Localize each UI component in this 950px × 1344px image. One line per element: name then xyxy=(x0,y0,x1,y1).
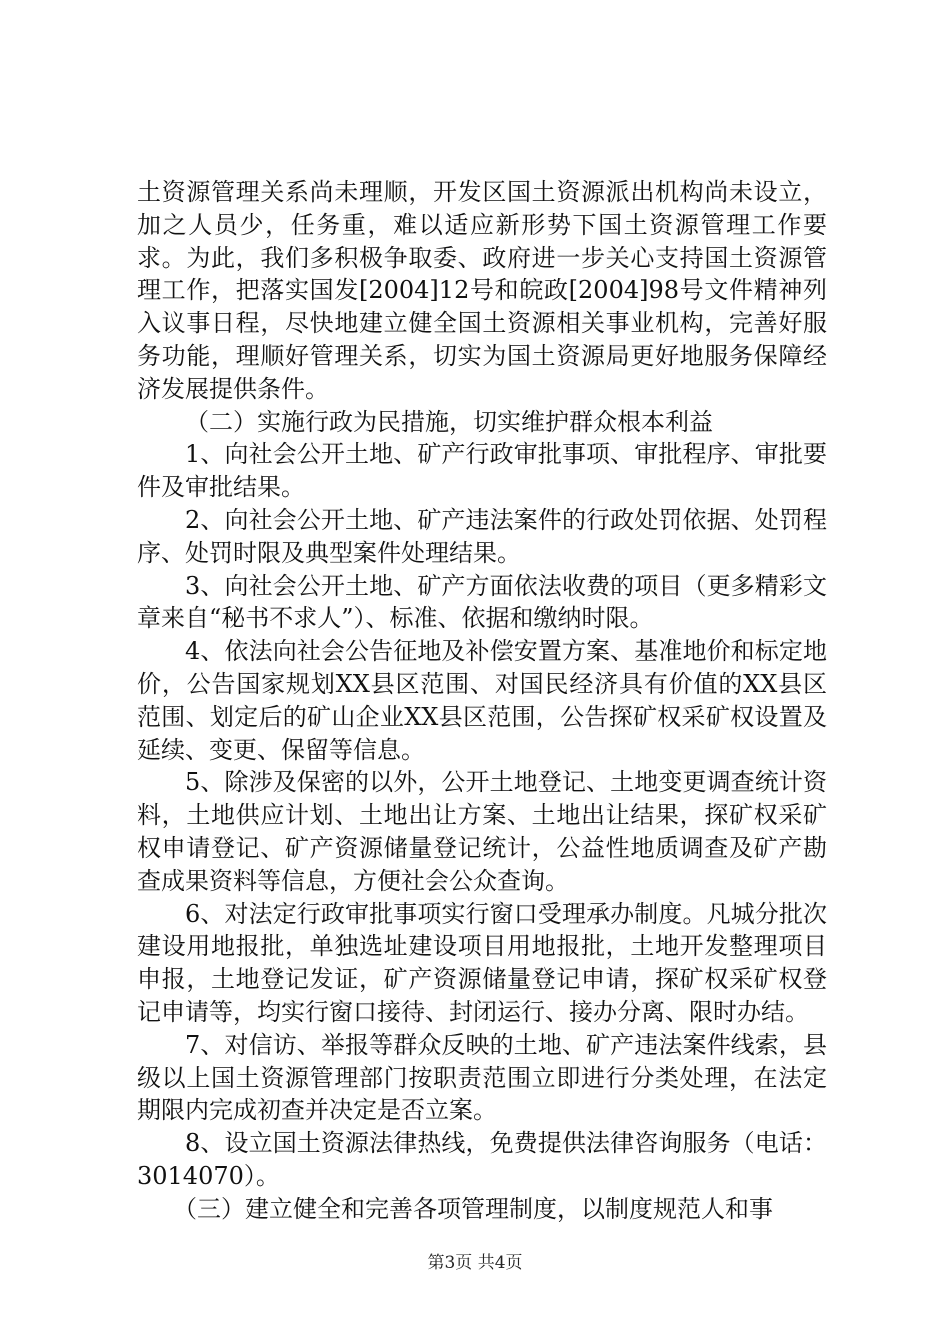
list-item-1: 1、向社会公开土地、矿产行政审批事项、审批程序、审批要件及审批结果。 xyxy=(137,440,827,502)
list-item-6: 6、对法定行政审批事项实行窗口受理承办制度。凡城分批次建设用地报批，单独选址建设项目用地报批，土地开发整理项目申报，土地登记发证，矿产资源储量登记申请，探矿权采矿权登记申请等，均实行窗口接待、封闭运行、接办分离、限时办结。 xyxy=(137,899,827,1026)
list-item-4: 4、依法向社会公告征地及补偿安置方案、基准地价和标定地价，公告国家规划XX县区范围、对国民经济具有价值的XX县区范围、划定后的矿山企业XX县区范围，公告探矿权采矿权设置及延续、变更、保留等信息。 xyxy=(137,637,827,764)
list-item-8: 8、设立国土资源法律热线，免费提供法律咨询服务（电话：3014070）。 xyxy=(137,1129,827,1190)
list-item-3: 3、向社会公开土地、矿产方面依法收费的项目（更多精彩文章来自“秘书不求人”）、标准、依据和缴纳时限。 xyxy=(137,571,827,633)
list-item-7: 7、对信访、举报等群众反映的土地、矿产违法案件线索，县级以上国土资源管理部门按职责范围立即进行分类处理，在法定期限内完成初查并决定是否立案。 xyxy=(137,1030,827,1125)
paragraph-continued-intro: 土资源管理关系尚未理顺，开发区国土资源派出机构尚未设立，加之人员少，任务重，难以适应新形势下国土资源管理工作要求。为此，我们多积极争取委、政府进一步关心支持国土资源管理工作，把落实国发[2004]12号和皖政[2004]98号文件精神列入议事日程，尽快地建立健全国土资源相关事业机构，完善好服务功能，理顺好管理关系，切实为国土资源局更好地服务保障经济发展提供条件。 xyxy=(137,178,827,403)
list-item-2: 2、向社会公开土地、矿产违法案件的行政处罚依据、处罚程序、处罚时限及典型案件处理结果。 xyxy=(137,505,827,567)
section-heading-3: （三）建立健全和完善各项管理制度，以制度规范人和事 xyxy=(173,1194,773,1223)
list-item-5: 5、除涉及保密的以外，公开土地登记、土地变更调查统计资料，土地供应计划、土地出让方案、土地出让结果，探矿权采矿权申请登记、矿产资源储量登记统计，公益性地质调查及矿产勘查成果资料等信息，方便社会公众查询。 xyxy=(137,768,827,895)
section-heading-2: （二）实施行政为民措施，切实维护群众根本利益 xyxy=(185,407,713,436)
document-body xyxy=(137,176,827,1226)
page-number-footer: 第3页 共4页 xyxy=(427,1253,523,1273)
